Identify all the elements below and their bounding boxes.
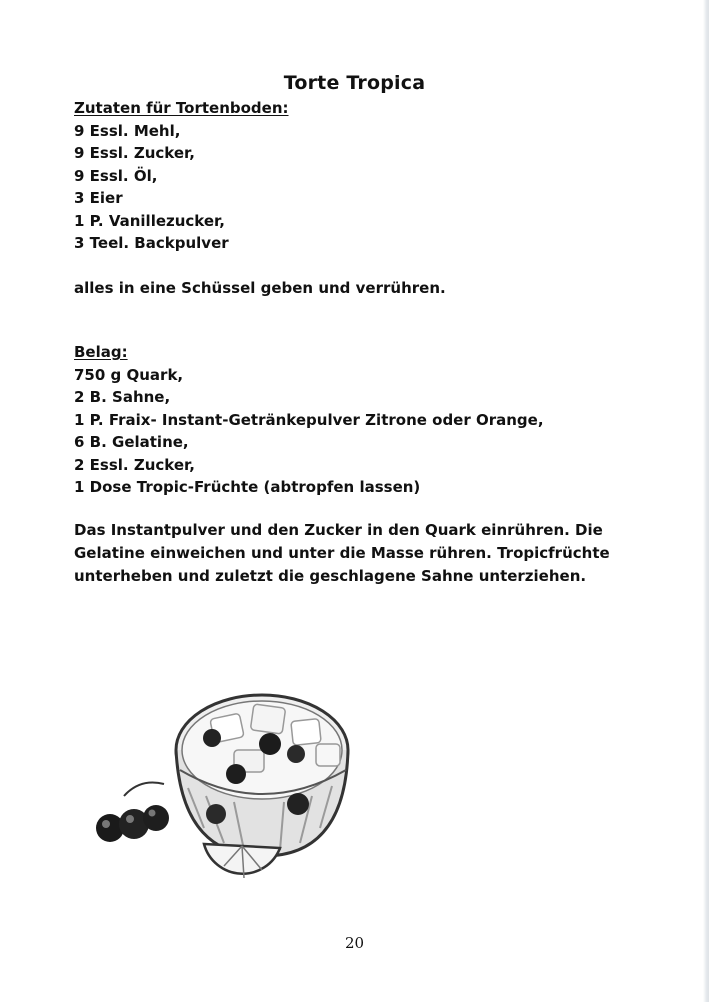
cherry-highlight <box>126 815 134 823</box>
cherry <box>206 804 226 824</box>
topping-heading: Belag: <box>74 343 128 361</box>
cherry-highlight <box>149 810 156 817</box>
cherry <box>287 745 305 763</box>
topping-ingredient: 2 B. Sahne, <box>74 388 171 406</box>
topping-ingredient: 2 Essl. Zucker, <box>74 455 195 474</box>
cherry <box>287 793 309 815</box>
base-ingredients-heading: Zutaten für Tortenboden: <box>74 99 289 117</box>
topping-ingredient: 6 B. Gelatine, <box>74 433 189 451</box>
base-ingredient: 3 Eier <box>74 189 123 207</box>
cherry <box>203 729 221 747</box>
cherry-stem <box>124 783 164 797</box>
base-ingredient: 3 Teel. Backpulver <box>74 234 229 252</box>
page-number: 20 <box>344 934 365 952</box>
topping-ingredient: 1 P. Fraix- Instant-Getränkepulver Zitrone oder Orange, <box>74 410 544 429</box>
cherry <box>143 805 169 831</box>
cherry <box>226 764 246 784</box>
fruit-cube <box>291 719 321 746</box>
topping-ingredient: 1 Dose Tropic-Früchte (abtropfen lassen) <box>74 478 421 496</box>
fruit-cube <box>316 744 340 766</box>
base-ingredient: 9 Essl. Zucker, <box>74 144 195 162</box>
recipe-body <box>74 97 634 588</box>
base-ingredient: 9 Essl. Mehl, <box>74 121 181 140</box>
base-ingredient: 1 P. Vanillezucker, <box>74 211 225 230</box>
page-edge <box>703 0 709 1002</box>
topping-instruction: Das Instantpulver und den Zucker in den Quark einrühren. Die Gelatine einweichen und unter die Masse rühren. Tropicfrüchte unterheben und zuletzt die geschlagene Sahne unterziehen. <box>74 520 610 585</box>
recipe-title: Torte Tropica <box>283 72 426 94</box>
base-instruction: alles in eine Schüssel geben und verrühren. <box>74 278 446 297</box>
cherry-highlight <box>102 820 110 828</box>
topping-ingredient: 750 g Quark, <box>74 365 184 384</box>
fruit-cube <box>250 704 285 734</box>
fruit-bowl-illustration <box>84 678 374 898</box>
cherry <box>259 733 281 755</box>
base-ingredient: 9 Essl. Öl, <box>74 166 158 185</box>
